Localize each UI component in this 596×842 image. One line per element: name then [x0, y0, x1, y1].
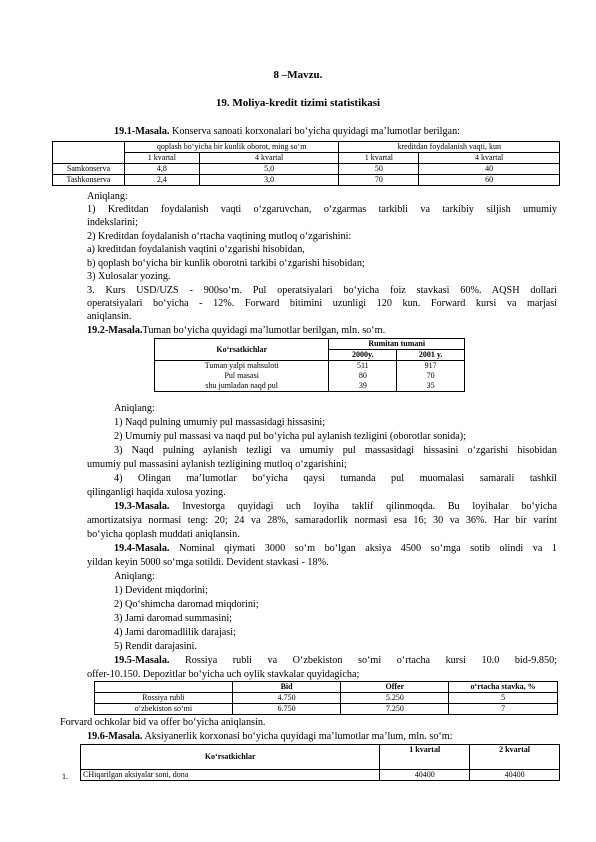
text-line: yildan keyin 5000 so‘mga sotildi. Devident stavkasi - 18%.: [87, 557, 329, 568]
table-19-1-head1: qoplash bo‘yicha bir kunlik oborot, ming so‘m: [124, 142, 339, 153]
table-19-1-sub: 1 kvartal: [124, 153, 199, 164]
problem-19-3-line: 19.3-Masala. Investorga quyidagi uch loyiha taklif qilinmoqda. Bu loyihalar bo‘yicha: [114, 501, 557, 512]
problem-19-6-title: 19.6-Masala.: [87, 731, 143, 742]
problem-19-1-text: Konserva sanoati korxonalari bo‘yicha quyidagi ma’lumotlar berilgan:: [169, 126, 461, 137]
text-line: 2) Kreditdan foydalanish o‘rtacha vaqtining mutloq o‘zgarishini:: [87, 231, 352, 242]
text-line: aniqlansin.: [87, 311, 132, 322]
table-19-1-sub: 4 kvartal: [199, 153, 339, 164]
text-line: 4) Olingan ma’lumotlar bo‘yicha qaysi tumanda pul muomalasi samarali tashkil: [114, 473, 557, 484]
problem-19-4-title: 19.4-Masala.: [114, 543, 170, 554]
table-19-6-col: 2 kvartal: [470, 745, 560, 770]
table-19-5-corner: [95, 682, 233, 693]
table-row: Tashkonserva 2,4 3,0 70 60: [53, 175, 560, 186]
row-number: 1.: [62, 772, 68, 781]
table-row: shu jumladan naqd pul 39 35: [155, 381, 465, 392]
text-line: 1) Naqd pulning umumiy pul massasidagi hissasini;: [114, 417, 326, 428]
table-19-6-col: 1 kvartal: [380, 745, 470, 770]
table-19-5-col: Bid: [232, 682, 341, 693]
text-line: 3) Xulosalar yozing.: [87, 271, 171, 282]
problem-19-1-intro: [114, 126, 460, 139]
text-line: 3) Naqd pulning aylanish tezligi va umumiy pul massasidagi hissasini o‘zgarishi hisobidan: [114, 445, 557, 456]
text-line: umumiy pul massasini aylanish tezligining mutloq o‘zgarishini;: [87, 459, 347, 470]
table-19-5-col: o‘rtacha stavka, %: [449, 682, 558, 693]
text-line: Forvard ochkolar bid va offer bo‘yicha aniqlansin.: [60, 717, 266, 728]
table-19-5: [94, 681, 558, 715]
problem-19-2-title: 19.2-Masala.: [87, 325, 143, 336]
table-row: CHiqarilgan aksiyalar soni, dona 40400 40400: [81, 770, 560, 781]
problem-19-5-line: 19.5-Masala. Rossiya rubli va O‘zbekiston so‘mi o‘rtacha kursi 10.0 bid-9.850;: [114, 655, 557, 666]
text-line: 1) Devident miqdorini;: [114, 585, 208, 596]
table-row: Pul masasi 80 70: [155, 371, 465, 381]
text-line: bo‘yicha qoplash muddati aniqlansin.: [87, 529, 240, 540]
table-row: Rossiya rubli 4.750 5.250 5: [95, 693, 558, 704]
text-line: 4) Jami daromadlilik darajasi;: [114, 627, 236, 638]
text-line: operatsiyalari bo‘yicha - 12%. Forward bitimini uzunligi 120 kun. Forward kursi va marjasi: [87, 298, 557, 309]
table-19-2-year: 2000y.: [329, 350, 397, 361]
text-line: amortizatsiya normasi teng: 20; 24 va 28%, samaradorlik normasi esa 16; 30 va 36%. Har bir varint: [87, 515, 557, 526]
table-row: o‘zbekiston so‘mi 6.750 7.250 7: [95, 704, 558, 715]
problem-19-5-title: 19.5-Masala.: [114, 655, 170, 666]
text-line: Aniqlang:: [114, 571, 155, 582]
text-line: 1) Kreditdan foydalanish vaqti o‘zgaruvchan, o‘zgarmas tarkibli va tarkibiy siljish umumiy: [87, 204, 557, 215]
table-19-6-col0: Ko‘rsatkichlar: [81, 745, 380, 770]
table-row: Tuman yalpi mahsuloti 511 917: [155, 361, 465, 372]
table-19-2-year: 2001 y.: [397, 350, 465, 361]
table-19-2: [154, 338, 465, 392]
problem-19-6-intro: 19.6-Masala. Aksiyanerlik korxonasi bo‘yicha quyidagi ma’lumotlar ma’lum, mln. so‘m:: [87, 731, 453, 742]
table-19-1-sub: 1 kvartal: [339, 153, 419, 164]
text-line: 5) Rendit darajasini.: [114, 641, 197, 652]
table-19-6: [80, 744, 560, 781]
text-line: 3. Kurs USD/UZS - 900so‘m. Pul operatsiyalari bo‘yicha foiz stavkasi 60%. AQSH dollari: [87, 285, 557, 296]
problem-19-1-title: 19.1-Masala.: [114, 126, 170, 137]
table-19-1: [52, 141, 560, 186]
table-19-2-group: Rumitan tumani: [329, 339, 465, 350]
text-line: 2) Qo‘shimcha daromad miqdorini;: [114, 599, 259, 610]
text-line: 2) Umumiy pul massasi va naqd pul bo‘yicha pul aylanish tezligini (oborotlar sonida);: [114, 431, 466, 442]
chapter-heading: 19. Moliya-kredit tizimi statistikasi: [215, 97, 381, 109]
text-line: 3) Jami daromad summasini;: [114, 613, 232, 624]
text-line: indekslarini;: [87, 217, 138, 228]
problem-19-2-text: Tuman bo‘yicha quyidagi ma’lumotlar berilgan, mln. so‘m.: [142, 325, 386, 336]
text-line: qilinganligi haqida xulosa yozing.: [87, 487, 226, 498]
table-19-1-corner: [53, 142, 125, 164]
text-line: b) qoplash bo‘yicha bir kunlik oborotni tarkibi o‘zgarishi hisobidan;: [87, 258, 365, 269]
text-line: offer-10.150. Depozitlar bo‘yicha uch oylik stavkalar quyidagicha;: [87, 669, 360, 680]
problem-19-3-title: 19.3-Masala.: [114, 501, 170, 512]
table-19-1-sub: 4 kvartal: [419, 153, 560, 164]
problem-19-2-intro: [87, 325, 385, 338]
text-line: Aniqlang:: [87, 191, 128, 202]
table-19-5-col: Offer: [341, 682, 449, 693]
table-row: Samkonserva 4,8 5,0 50 40: [53, 164, 560, 175]
table-19-1-head2: kreditdan foydalanish vaqti, kun: [339, 142, 560, 153]
text-line: a) kreditdan foydalanish vaqtini o‘zgarishi hisobidan,: [87, 244, 305, 255]
table-19-2-col0: Ko‘rsatkichlar: [155, 339, 329, 361]
topic-heading: 8 –Mavzu.: [273, 69, 323, 81]
problem-19-4-line: 19.4-Masala. Nominal qiymati 3000 so‘m bo‘lgan aksiya 4500 so‘mga sotib olindi va 1: [114, 543, 557, 554]
text-line: Aniqlang:: [114, 403, 155, 414]
